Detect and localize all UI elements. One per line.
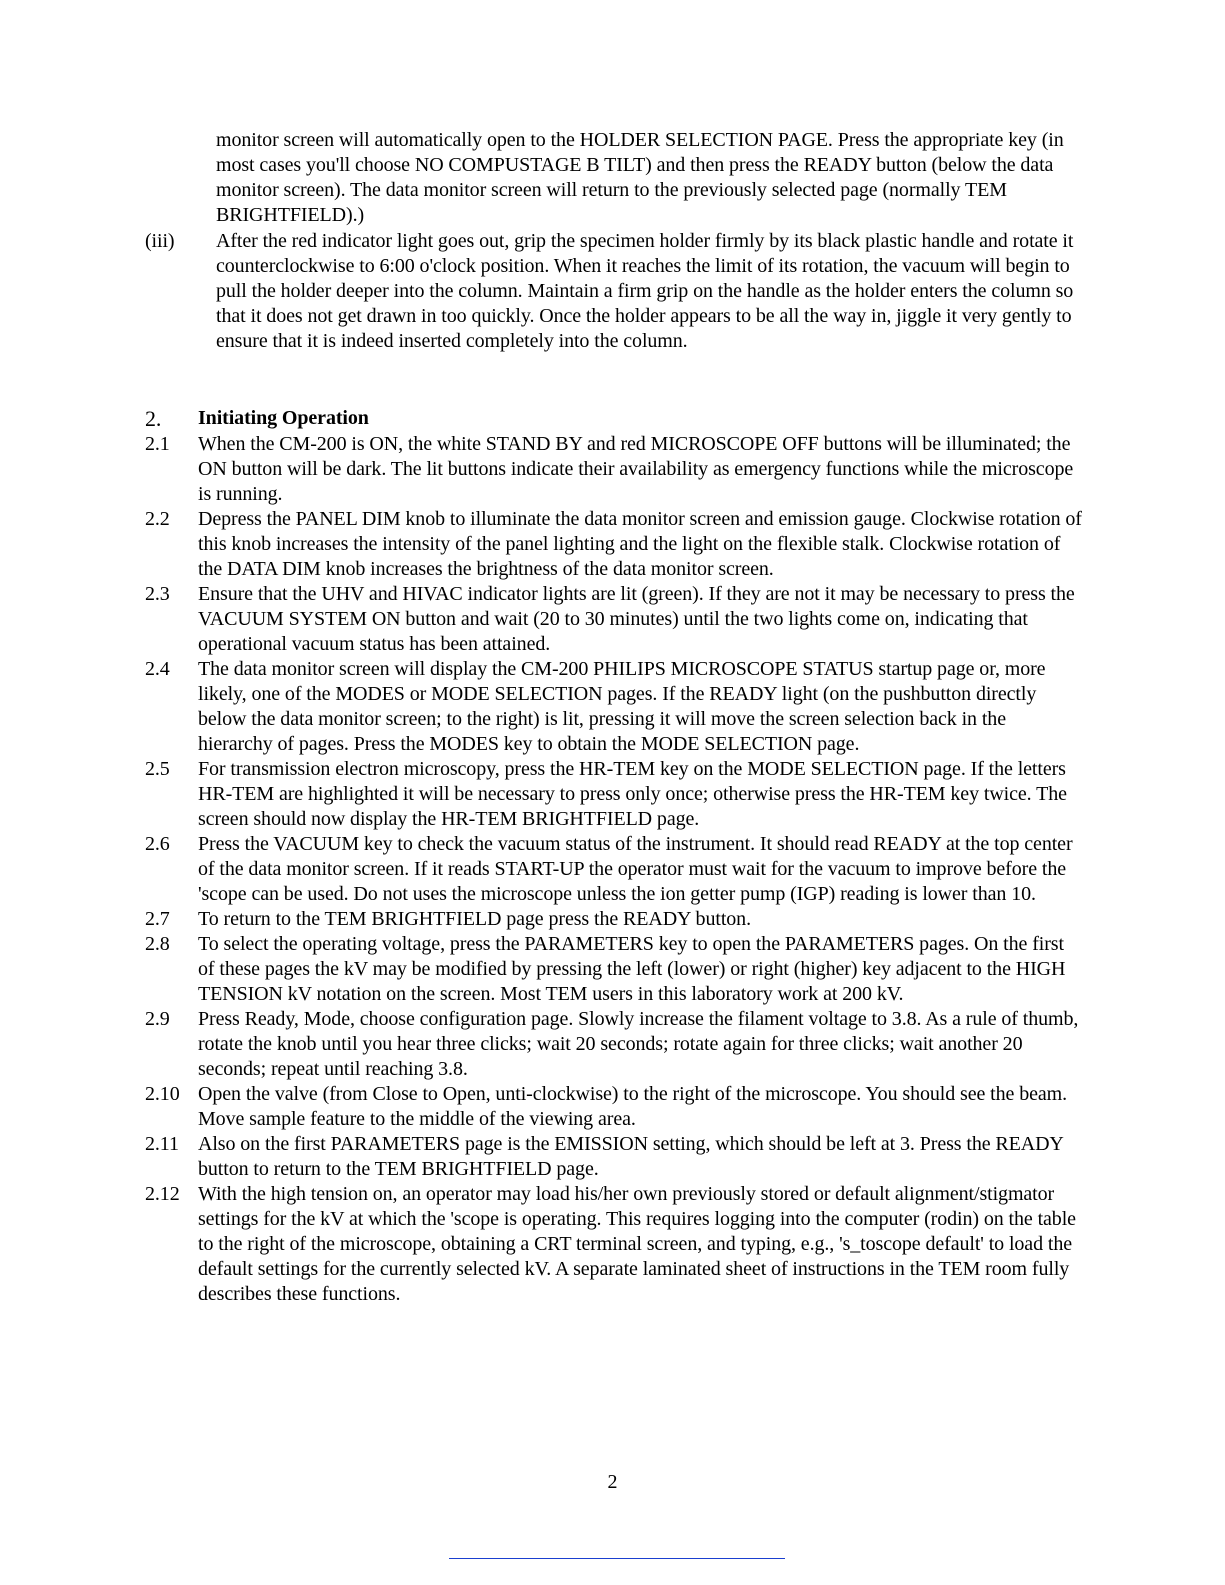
step-iii-number: (iii) bbox=[145, 230, 175, 252]
step-text: With the high tension on, an operator may load his/her own previously stored or default alignment/stigmator settings for the kV at which the 'scope is operating. This requires logging into the computer (rodin) on the table to the right of the microscope, obtaining a CRT terminal screen, and typing, e.g., 's_toscope default' to load the default settings for the currently selected kV. A separate laminated sheet of instructions in the TEM room fully describes these functions. bbox=[198, 1183, 1076, 1305]
step-2-5 bbox=[145, 757, 1085, 832]
step-text: When the CM-200 is ON, the white STAND BY and red MICROSCOPE OFF buttons will be illuminated; the ON button will be dark. The lit buttons indicate their availability as emergency functions while the microscope is running. bbox=[198, 433, 1074, 505]
step-text: The data monitor screen will display the CM-200 PHILIPS MICROSCOPE STATUS startup page or, more likely, one of the MODES or MODE SELECTION pages. If the READY light (on the pushbutton directly below the data monitor screen; to the right) is lit, pressing it will move the screen selection back in the hierarchy of pages. Press the MODES key to obtain the MODE SELECTION page. bbox=[198, 658, 1046, 755]
step-text: To select the operating voltage, press the PARAMETERS key to open the PARAMETERS pages. On the first of these pages the kV may be modified by pressing the left (lower) or right (higher) key adjacent to the HIGH TENSION kV notation on the screen. Most TEM users in this laboratory work at 200 kV. bbox=[198, 933, 1066, 1005]
step-2-7 bbox=[145, 907, 1085, 932]
step-text: Depress the PANEL DIM knob to illuminate the data monitor screen and emission gauge. Clockwise rotation of this knob increases the intensity of the panel lighting and the light on the flexible stalk. Clockwise rotation of the DATA DIM knob increases the brightness of the data monitor screen. bbox=[198, 508, 1082, 580]
page-number: 2 bbox=[607, 1471, 618, 1493]
step-text: Open the valve (from Close to Open, unti-clockwise) to the right of the microscope. You should see the beam. Move sample feature to the middle of the viewing area. bbox=[198, 1083, 1068, 1130]
step-iii bbox=[145, 229, 1085, 354]
step-number: 2.7 bbox=[145, 908, 170, 930]
step-number: 2.11 bbox=[145, 1133, 179, 1155]
step-2-1 bbox=[145, 432, 1085, 507]
step-2-4 bbox=[145, 657, 1085, 757]
step-number: 2.8 bbox=[145, 933, 170, 955]
step-2-2 bbox=[145, 507, 1085, 582]
step-2-3 bbox=[145, 582, 1085, 657]
step-text: For transmission electron microscopy, press the HR-TEM key on the MODE SELECTION page. If the letters HR-TEM are highlighted it will be necessary to press only once; otherwise press the HR-TEM key twice. The screen should now display the HR-TEM BRIGHTFIELD page. bbox=[198, 758, 1067, 830]
footer-divider bbox=[449, 1558, 785, 1559]
step-number: 2.3 bbox=[145, 583, 170, 605]
holder-selection-paragraph: monitor screen will automatically open to the HOLDER SELECTION PAGE. Press the appropriate key (in most cases you'll choose NO COMPUSTAGE B TILT) and then press the READY button (below the data monitor screen). The data monitor screen will return to the previously selected page (normally TEM BRIGHTFIELD).) bbox=[216, 129, 1064, 226]
step-number: 2.1 bbox=[145, 433, 170, 455]
step-2-6 bbox=[145, 832, 1085, 907]
step-number: 2.10 bbox=[145, 1083, 180, 1105]
step-number: 2.4 bbox=[145, 658, 170, 680]
step-2-11 bbox=[145, 1132, 1085, 1182]
step-number: 2.5 bbox=[145, 758, 170, 780]
step-text: Ensure that the UHV and HIVAC indicator lights are lit (green). If they are not it may be necessary to press the VACUUM SYSTEM ON button and wait (20 to 30 minutes) until the two lights come on, indicating that operational vacuum status has been attained. bbox=[198, 583, 1075, 655]
step-number: 2.2 bbox=[145, 508, 170, 530]
step-number: 2.9 bbox=[145, 1008, 170, 1030]
step-iii-text: After the red indicator light goes out, grip the specimen holder firmly by its black plastic handle and rotate it counterclockwise to 6:00 o'clock position. When it reaches the limit of its rotation, the vacuum will begin to pull the holder deeper into the column. Maintain a firm grip on the handle as the holder enters the column so that it does not get drawn in too quickly. Once the holder appears to be all the way in, jiggle it very gently to ensure that it is indeed inserted completely into the column. bbox=[216, 230, 1074, 352]
step-number: 2.6 bbox=[145, 833, 170, 855]
section-heading bbox=[145, 406, 1045, 431]
steps-list bbox=[145, 432, 1085, 1307]
step-text: Also on the first PARAMETERS page is the EMISSION setting, which should be left at 3. Press the READY button to return to the TEM BRIGHTFIELD page. bbox=[198, 1133, 1064, 1180]
step-2-10 bbox=[145, 1082, 1085, 1132]
step-2-8 bbox=[145, 932, 1085, 1007]
step-2-9 bbox=[145, 1007, 1085, 1082]
step-number: 2.12 bbox=[145, 1183, 180, 1205]
step-text: Press the VACUUM key to check the vacuum status of the instrument. It should read READY at the top center of the data monitor screen. If it reads START-UP the operator must wait for the vacuum to improve before the 'scope can be used. Do not uses the microscope unless the ion getter pump (IGP) reading is lower than 10. bbox=[198, 833, 1073, 905]
step-text: Press Ready, Mode, choose configuration page. Slowly increase the filament voltage to 3.8. As a rule of thumb, rotate the knob until you hear three clicks; wait 20 seconds; rotate again for three clicks; wait another 20 seconds; repeat until reaching 3.8. bbox=[198, 1008, 1079, 1080]
step-text: To return to the TEM BRIGHTFIELD page press the READY button. bbox=[198, 908, 751, 930]
step-2-12 bbox=[145, 1182, 1085, 1307]
section-number: 2. bbox=[145, 406, 162, 431]
section-title: Initiating Operation bbox=[198, 407, 369, 429]
